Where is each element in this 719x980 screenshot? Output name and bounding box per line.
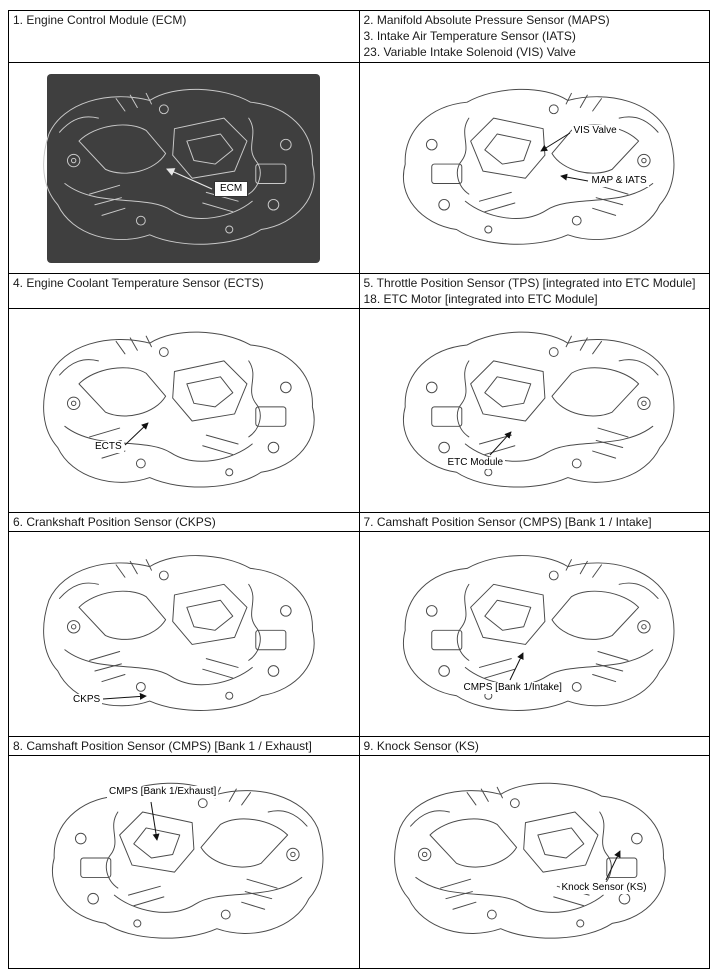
component-location-table (8, 10, 710, 969)
image-cell-cmps-exhaust (8, 755, 359, 968)
header-cell-ecm (8, 10, 359, 62)
header-cell-tps-etc (359, 273, 710, 308)
engine-illustration (384, 71, 685, 264)
header-cell-knock-sensor (359, 736, 710, 755)
header-line: 6. Crankshaft Position Sensor (CKPS) (13, 515, 216, 529)
header-line: 23. Variable Intake Solenoid (VIS) Valve (363, 45, 576, 59)
image-cell-knock-sensor (359, 755, 710, 968)
table-grid (8, 10, 710, 969)
engine-illustration (33, 71, 334, 264)
engine-line-art (384, 540, 685, 728)
callout-knock-sensor: Knock Sensor (KS) (561, 882, 647, 893)
header-line: 2. Manifold Absolute Pressure Sensor (MAPS) (363, 13, 610, 27)
engine-line-art (33, 317, 334, 504)
header-line: 7. Camshaft Position Sensor (CMPS) [Bank 1 / Intake] (363, 515, 652, 529)
callout-cmps-exhaust: CMPS [Bank 1/Exhaust] (109, 786, 217, 797)
engine-line-art (384, 71, 685, 264)
callout-ecm: ECM (214, 181, 248, 197)
header-cell-ects (8, 273, 359, 308)
header-cell-ckps (8, 512, 359, 531)
engine-line-art (33, 71, 334, 264)
image-cell-cmps-intake (359, 531, 710, 736)
header-line: 4. Engine Coolant Temperature Sensor (ECTS) (13, 276, 264, 290)
header-cell-cmps-exhaust (8, 736, 359, 755)
engine-line-art (384, 317, 685, 504)
callout-ckps: CKPS (73, 694, 101, 705)
callout-cmps-intake: CMPS [Bank 1/Intake] (463, 682, 562, 693)
engine-illustration (384, 764, 685, 959)
image-cell-etc-module (359, 308, 710, 512)
image-cell-ects (8, 308, 359, 512)
callout-map-iats: MAP & IATS (591, 175, 647, 186)
header-line: 1. Engine Control Module (ECM) (13, 13, 187, 27)
header-line: 9. Knock Sensor (KS) (363, 739, 479, 753)
header-line: 3. Intake Air Temperature Sensor (IATS) (363, 29, 576, 43)
callout-ects: ECTS (95, 441, 122, 452)
header-cell-maps-iats-vis (359, 10, 710, 62)
image-cell-ckps (8, 531, 359, 736)
header-line: 8. Camshaft Position Sensor (CMPS) [Bank 1 / Exhaust] (13, 739, 312, 753)
engine-illustration (384, 317, 685, 504)
header-line: 5. Throttle Position Sensor (TPS) [integrated into ETC Module] (363, 276, 696, 290)
image-cell-ecm (8, 62, 359, 273)
image-cell-vis-map-iats (359, 62, 710, 273)
callout-vis-valve: VIS Valve (573, 125, 617, 136)
engine-illustration (33, 317, 334, 504)
header-cell-cmps-intake (359, 512, 710, 531)
engine-illustration (384, 540, 685, 728)
engine-line-art (384, 764, 685, 959)
header-line: 18. ETC Motor [integrated into ETC Module] (363, 292, 598, 306)
callout-etc-module: ETC Module (447, 457, 504, 468)
